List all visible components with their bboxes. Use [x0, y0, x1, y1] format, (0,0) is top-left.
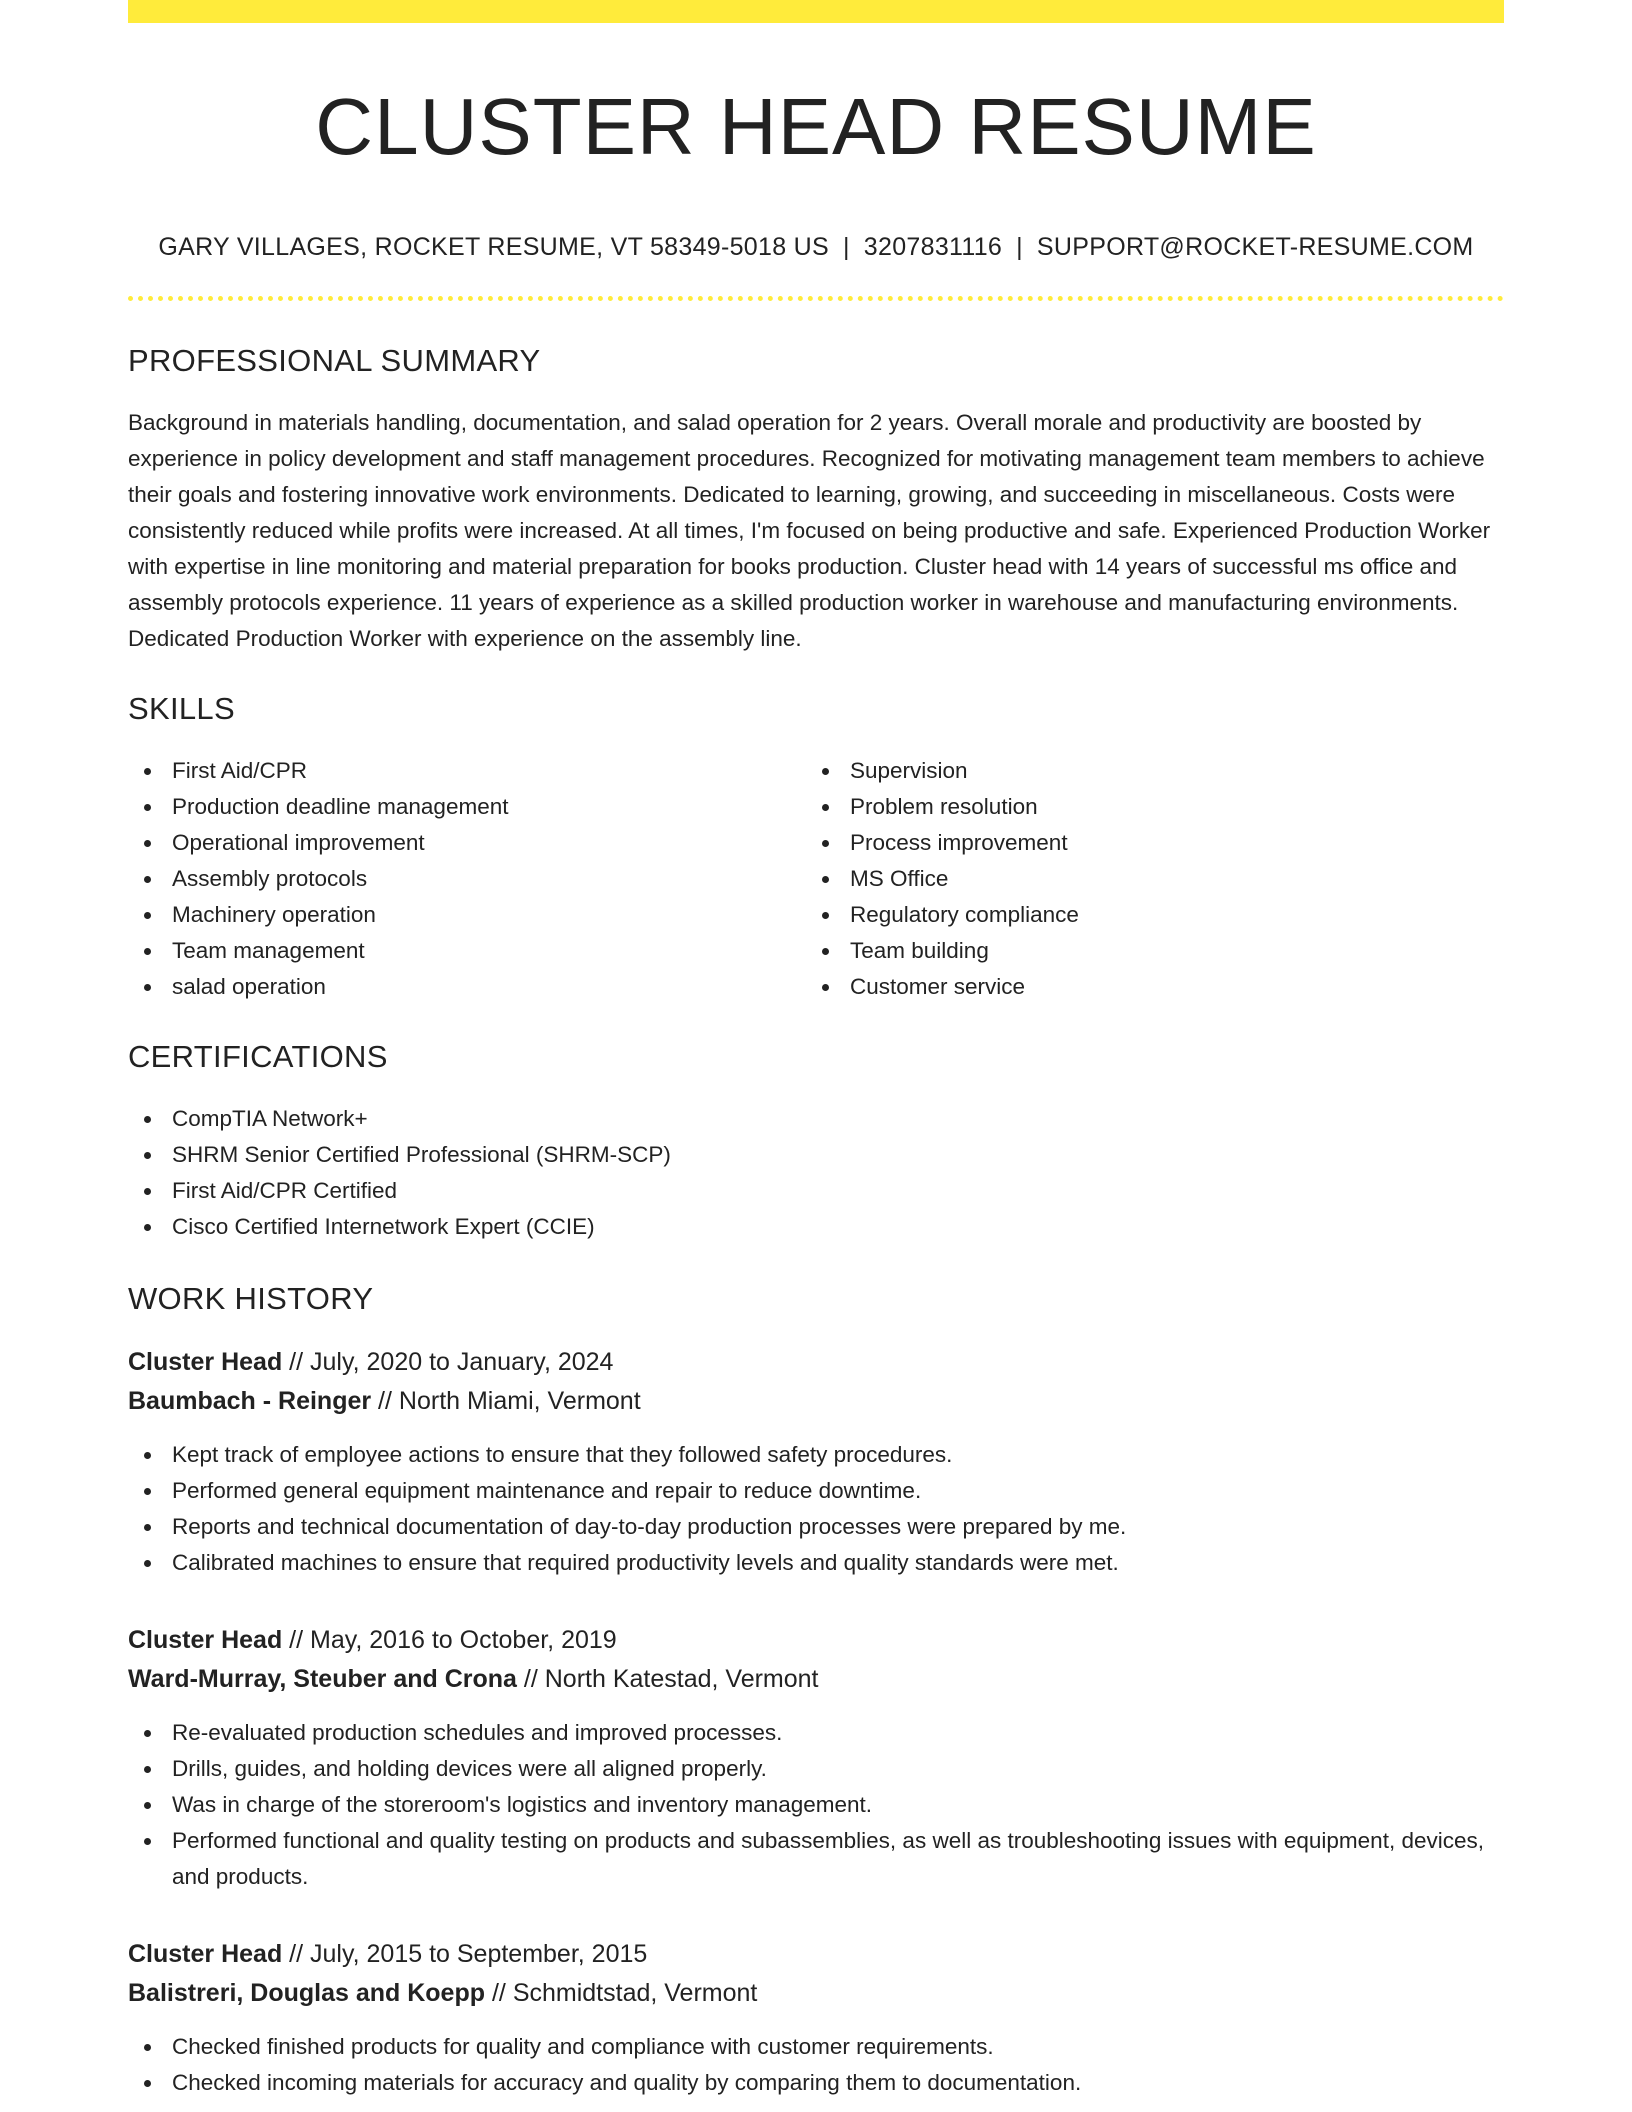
list-item: Checked incoming materials for accuracy and quality by comparing them to documentation. — [128, 2065, 1504, 2101]
date-separator: // — [282, 1348, 311, 1376]
location-separator: // — [516, 1665, 545, 1693]
resume-title: CLUSTER HEAD RESUME — [315, 82, 1317, 171]
skills-columns — [128, 753, 1504, 1005]
job-company-line — [128, 1382, 1504, 1421]
location-separator: // — [485, 1979, 513, 2007]
job-bullets — [128, 1715, 1504, 1895]
job-title-line — [128, 1343, 1504, 1382]
list-item: Performed general equipment maintenance and repair to reduce downtime. — [128, 1473, 1504, 1509]
list-item: First Aid/CPR Certified — [128, 1173, 1504, 1209]
list-item: MS Office — [806, 861, 1484, 897]
job-role: Cluster Head — [128, 1626, 283, 1654]
job-role: Cluster Head — [128, 1348, 283, 1376]
jobs-list — [128, 1343, 1504, 2101]
contact-separator: | — [1016, 233, 1023, 261]
list-item: Cisco Certified Internetwork Expert (CCIE) — [128, 1209, 1504, 1245]
job-company-line — [128, 1974, 1504, 2013]
date-separator: // — [282, 1626, 311, 1654]
skills-list-left — [128, 753, 806, 1005]
contact-line — [128, 233, 1504, 262]
list-item: SHRM Senior Certified Professional (SHRM-SCP) — [128, 1137, 1504, 1173]
list-item: Problem resolution — [806, 789, 1484, 825]
section-title-certifications: CERTIFICATIONS — [128, 1039, 388, 1074]
job-company-line — [128, 1660, 1504, 1699]
job-dates: July, 2020 to January, 2024 — [310, 1348, 614, 1376]
job-company: Ward-Murray, Steuber and Crona — [128, 1665, 517, 1693]
job-title-line — [128, 1621, 1504, 1660]
work-history-section — [128, 1281, 1504, 2101]
list-item: Team management — [128, 933, 806, 969]
list-item: Calibrated machines to ensure that required productivity levels and quality standards were met. — [128, 1545, 1504, 1581]
list-item: salad operation — [128, 969, 806, 1005]
skills-column-left — [128, 753, 806, 1005]
list-item: Kept track of employee actions to ensure that they followed safety procedures. — [128, 1437, 1504, 1473]
job-entry — [128, 1343, 1504, 1581]
job-entry — [128, 1621, 1504, 1895]
job-company: Baumbach - Reinger — [128, 1387, 372, 1415]
certifications-section — [128, 1039, 1504, 1245]
list-item: Drills, guides, and holding devices were all aligned properly. — [128, 1751, 1504, 1787]
contact-email: SUPPORT@ROCKET-RESUME.COM — [1036, 233, 1474, 261]
list-item: CompTIA Network+ — [128, 1101, 1504, 1137]
contact-phone: 3207831116 — [863, 233, 1003, 261]
section-title-skills: SKILLS — [128, 691, 235, 726]
list-item: First Aid/CPR — [128, 753, 806, 789]
resume-page — [128, 0, 1504, 2101]
job-location: North Katestad, Vermont — [544, 1665, 819, 1693]
list-item: Regulatory compliance — [806, 897, 1484, 933]
job-role: Cluster Head — [128, 1940, 283, 1968]
summary-text: Background in materials handling, documentation, and salad operation for 2 years. Overall morale and productivity are boosted by experience in policy development and staff management procedures. Recognized for motivating management team members to achieve their goals and fostering innovative work environments. Dedicated to learning, growing, and succeeding in miscellaneous. Costs were consistently reduced while profits were increased. At all times, I'm focused on being productive and safe. Experienced Production Worker with expertise in line monitoring and material preparation for books production. Cluster head with 14 years of successful ms office and assembly protocols experience. 11 years of experience as a skilled production worker in warehouse and manufacturing environments. Dedicated Production Worker with experience on the assembly line. — [128, 410, 1491, 651]
list-item: Checked finished products for quality and compliance with customer requirements. — [128, 2029, 1504, 2065]
list-item: Re-evaluated production schedules and improved processes. — [128, 1715, 1504, 1751]
list-item: Machinery operation — [128, 897, 806, 933]
list-item: Process improvement — [806, 825, 1484, 861]
job-bullets — [128, 1437, 1504, 1581]
contact-address: GARY VILLAGES, ROCKET RESUME, VT 58349-5018 US — [158, 233, 829, 261]
professional-summary-section — [128, 343, 1504, 657]
list-item: Operational improvement — [128, 825, 806, 861]
dotted-divider — [128, 296, 1504, 301]
location-separator: // — [371, 1387, 399, 1415]
job-entry — [128, 1935, 1504, 2101]
skills-list-right — [806, 753, 1484, 1005]
job-company: Balistreri, Douglas and Koepp — [128, 1979, 486, 2007]
date-separator: // — [282, 1940, 311, 1968]
list-item: Production deadline management — [128, 789, 806, 825]
job-location: North Miami, Vermont — [398, 1387, 641, 1415]
contact-separator: | — [843, 233, 850, 261]
job-dates: May, 2016 to October, 2019 — [310, 1626, 617, 1654]
list-item: Was in charge of the storeroom's logistics and inventory management. — [128, 1787, 1504, 1823]
section-title-summary: PROFESSIONAL SUMMARY — [128, 343, 541, 378]
list-item: Assembly protocols — [128, 861, 806, 897]
list-item: Team building — [806, 933, 1484, 969]
list-item: Customer service — [806, 969, 1484, 1005]
job-bullets — [128, 2029, 1504, 2101]
list-item: Supervision — [806, 753, 1484, 789]
skills-section — [128, 691, 1504, 1005]
accent-top-bar — [128, 0, 1504, 23]
job-location: Schmidtstad, Vermont — [512, 1979, 758, 2007]
section-title-work-history: WORK HISTORY — [128, 1281, 374, 1316]
job-title-line — [128, 1935, 1504, 1974]
job-dates: July, 2015 to September, 2015 — [310, 1940, 648, 1968]
certifications-list — [128, 1101, 1504, 1245]
skills-column-right — [806, 753, 1484, 1005]
list-item: Performed functional and quality testing on products and subassemblies, as well as troubleshooting issues with equipment, devices, and products. — [128, 1823, 1504, 1895]
list-item: Reports and technical documentation of day-to-day production processes were prepared by me. — [128, 1509, 1504, 1545]
